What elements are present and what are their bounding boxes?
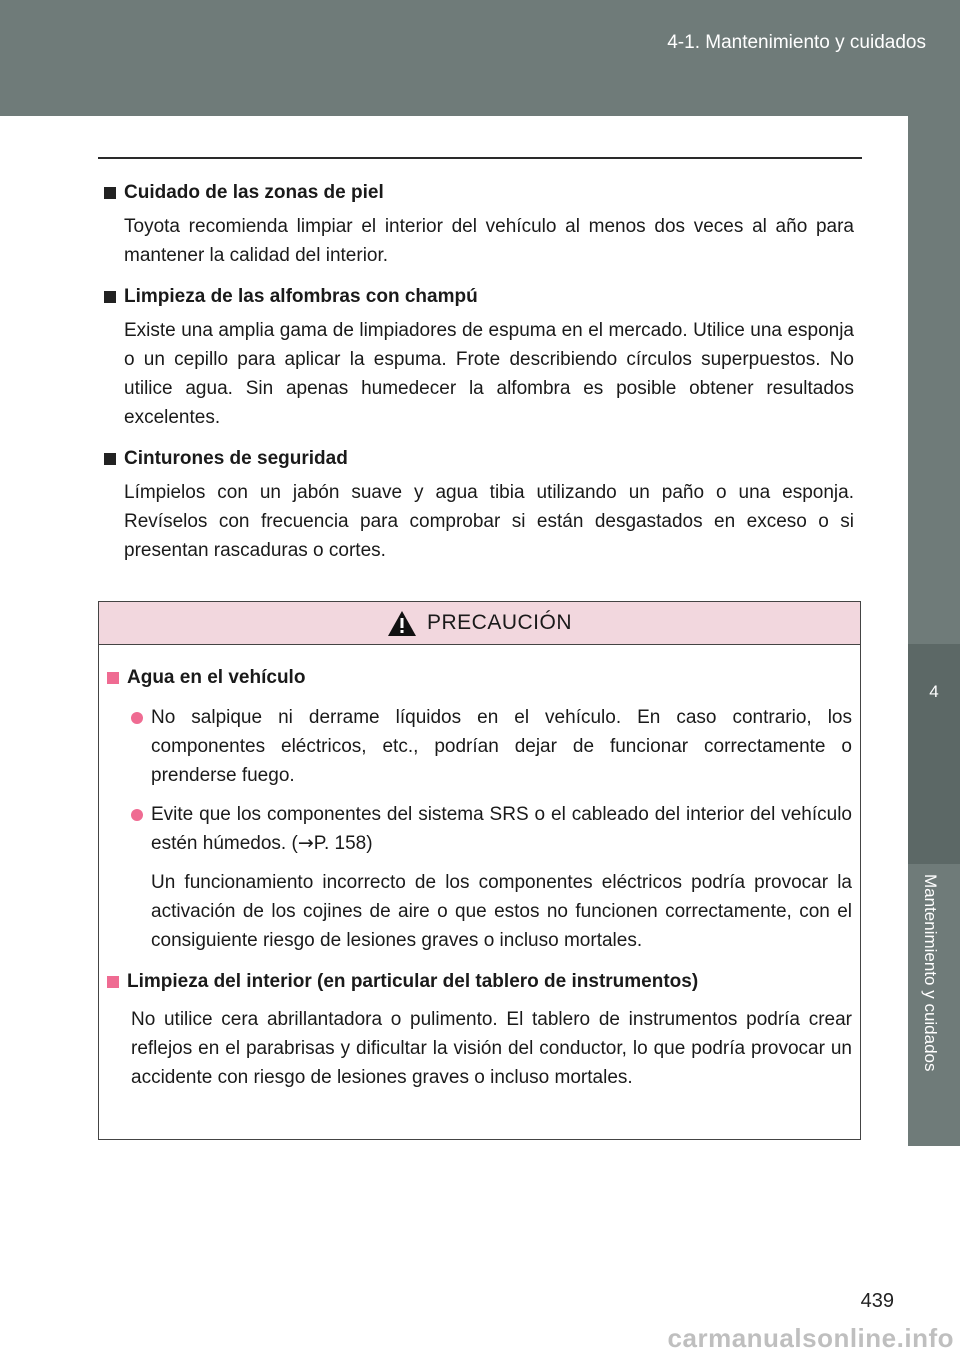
section-body-seatbelts: Límpielos con un jabón suave y agua tibia utilizando un paño o una esponja. Revíselos con frecuencia para comprobar si están desgastados en exceso o si presentan rascaduras o cortes. — [124, 482, 854, 561]
caution-heading-water: Agua en el vehículo — [107, 663, 852, 693]
caution-paragraph: Un funcionamiento incorrecto de los componentes eléctricos podría provocar la activación de los cojines de aire o que estos no funcionen correctamente, con el consiguiente riesgo de lesiones graves o incluso mortales. — [151, 872, 852, 951]
section-body-carpets: Existe una amplia gama de limpiadores de espuma en el mercado. Utilice una esponja o un cepillo para aplicar la espuma. Frote describiendo círculos superpuestos. No utilice agua. Sin apenas humedecer la alfombra es posible obtener resultados excelentes. — [124, 320, 854, 428]
round-bullet-icon — [131, 712, 143, 724]
caution-heading-interior: Limpieza del interior (en particular del tablero de instrumentos) — [107, 967, 852, 997]
square-bullet-icon — [104, 453, 116, 465]
page-number: 439 — [860, 1290, 894, 1312]
caution-box — [98, 601, 861, 1140]
side-tab-number: 4 — [929, 682, 939, 701]
round-bullet-icon — [131, 809, 143, 821]
section-heading-carpets: Limpieza de las alfombras con champú — [104, 282, 854, 312]
square-bullet-icon — [107, 976, 119, 988]
caution-title: PRECAUCIÓN — [426, 611, 573, 634]
caution-header — [99, 602, 860, 645]
top-rule — [98, 157, 862, 159]
side-tab-highlight — [908, 644, 960, 864]
side-tab — [908, 116, 960, 1146]
section-heading-seatbelts: Cinturones de seguridad — [104, 444, 854, 474]
warning-triangle-icon — [387, 610, 417, 637]
square-bullet-icon — [104, 187, 116, 199]
caution-body — [99, 645, 860, 1092]
watermark: carmanualsonline.info — [667, 1323, 954, 1353]
caution-bullet: Evite que los componentes del sistema SRS o el cableado del interior del vehículo estén húmedos. (→P. 158) — [131, 800, 852, 858]
chapter-title: 4-1. Mantenimiento y cuidados — [667, 32, 926, 53]
square-bullet-icon — [107, 672, 119, 684]
caution-bullet: No salpique ni derrame líquidos en el vehículo. En caso contrario, los componentes eléctricos, etc., podrían dejar de funcionar correctamente o prenderse fuego. — [131, 703, 852, 790]
section-heading-leather: Cuidado de las zonas de piel — [104, 178, 854, 208]
square-bullet-icon — [104, 291, 116, 303]
arrow-right-icon: → — [297, 832, 314, 854]
header-bar — [0, 0, 960, 116]
section-body-leather: Toyota recomienda limpiar el interior del vehículo al menos dos veces al año para mantener la calidad del interior. — [124, 216, 854, 266]
page-reference-link[interactable]: P. 158) — [313, 833, 373, 854]
caution-paragraph: No utilice cera abrillantadora o pulimento. El tablero de instrumentos podría crear reflejos en el parabrisas y dificultar la visión del conductor, lo que podría provocar un accidente con riesgo de lesiones graves o incluso mortales. — [131, 1009, 852, 1088]
main-content — [104, 178, 854, 577]
side-tab-label: Mantenimiento y cuidados — [921, 874, 940, 1072]
